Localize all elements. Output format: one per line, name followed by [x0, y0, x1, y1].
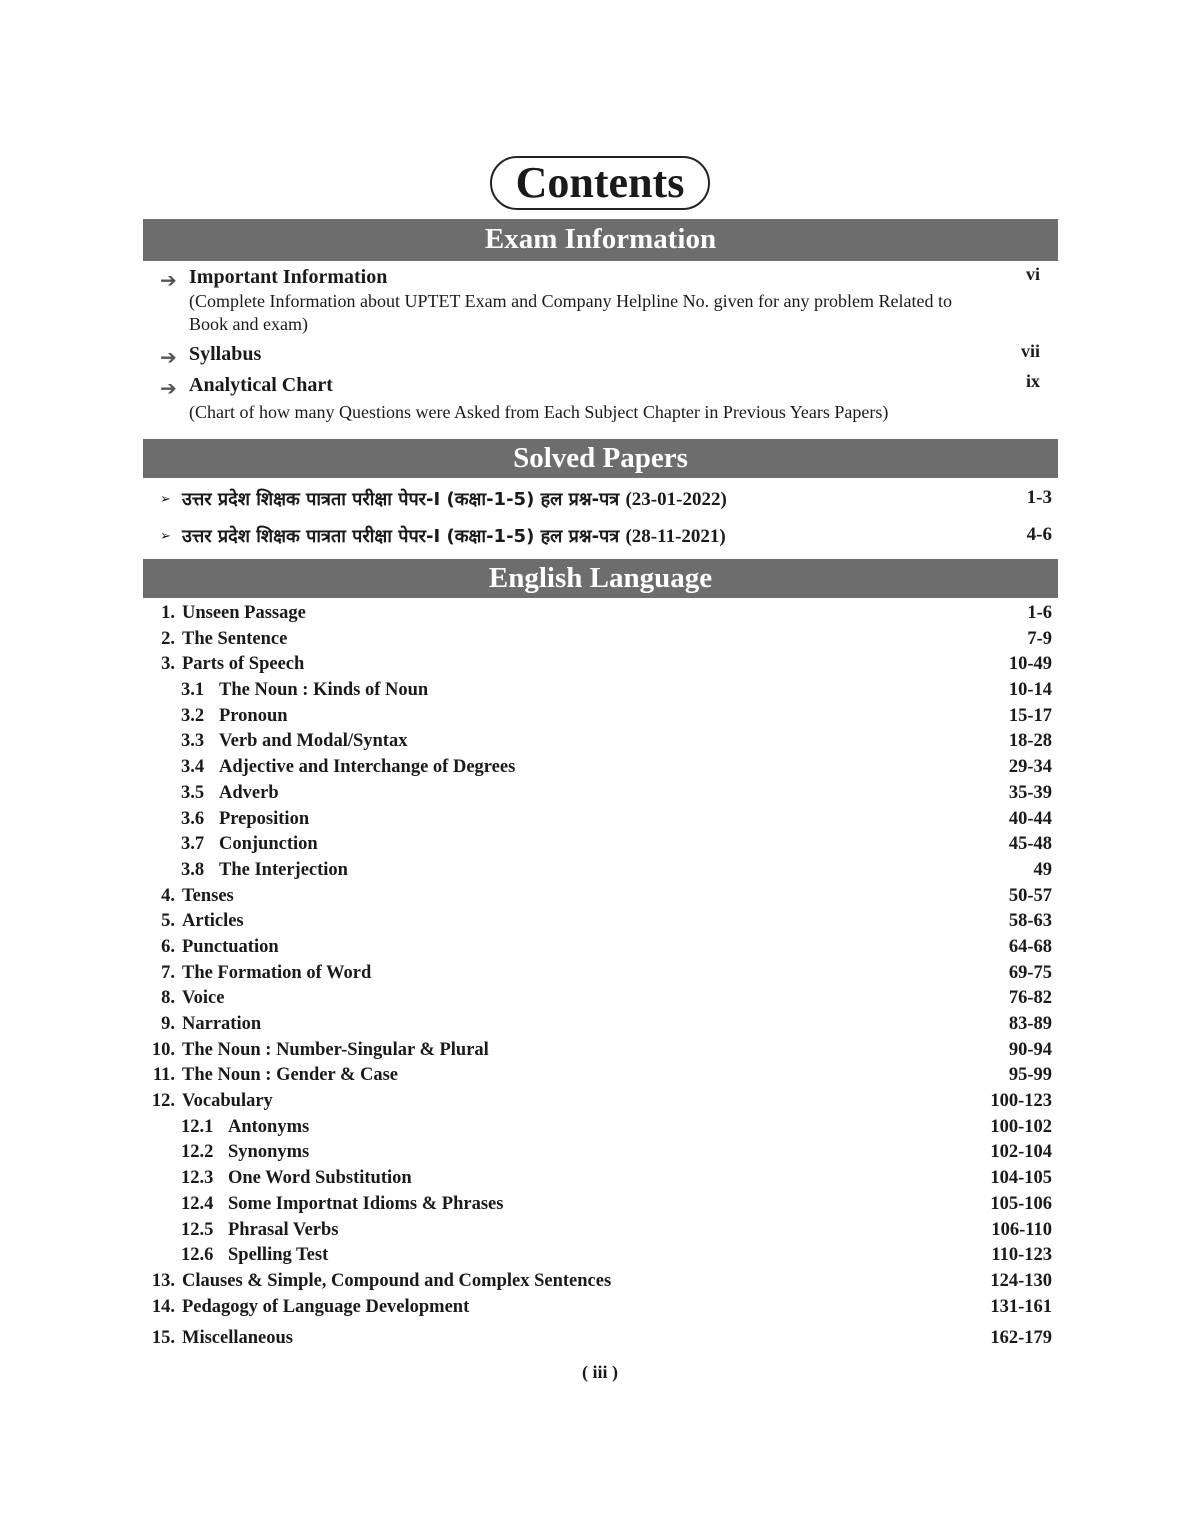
toc-number: 12.1: [181, 1116, 214, 1137]
toc-number: 13.: [151, 1270, 175, 1291]
toc-number: 8.: [161, 988, 175, 1009]
exam-info-page: vii: [1020, 341, 1040, 361]
toc-page: 49: [1033, 859, 1052, 880]
toc-label: Voice: [182, 988, 225, 1009]
toc-page: 69-75: [1008, 962, 1052, 983]
toc-number: 12.4: [181, 1193, 214, 1214]
toc-label: Pedagogy of Language Development: [182, 1296, 470, 1317]
toc-number: 11.: [152, 1065, 175, 1086]
solved-paper-row[interactable]: [160, 524, 1052, 554]
toc-row[interactable]: [143, 935, 1052, 961]
toc-label: Conjunction: [219, 834, 318, 855]
toc-row[interactable]: [143, 1166, 1052, 1192]
toc-number: 3.8: [181, 859, 205, 880]
toc-number: 14.: [151, 1296, 175, 1317]
triangle-bullet-icon: ➢: [160, 491, 171, 506]
exam-info-description: (Chart of how many Questions were Asked from Each Subject Chapter in Previous Years Papers): [189, 402, 889, 422]
toc-label: Some Importnat Idioms & Phrases: [228, 1193, 504, 1214]
toc-label: Preposition: [219, 808, 310, 829]
toc-label: Verb and Modal/Syntax: [219, 731, 408, 752]
toc-number: 9.: [161, 1014, 175, 1034]
toc-number: 6.: [161, 936, 175, 957]
toc-number: 1.: [161, 603, 175, 623]
toc-page: 106-110: [991, 1219, 1052, 1240]
toc-row[interactable]: [143, 1140, 1052, 1166]
english-toc-list: [143, 601, 1052, 1352]
toc-label: The Noun : Kinds of Noun: [219, 680, 429, 701]
arrow-icon: ➔: [160, 347, 177, 369]
solved-paper-page: 4-6: [1026, 524, 1052, 545]
toc-page: 100-123: [990, 1091, 1052, 1112]
toc-page: 40-44: [1008, 808, 1052, 829]
toc-page: 18-28: [1008, 731, 1052, 752]
toc-number: 5.: [161, 911, 175, 932]
toc-row[interactable]: [143, 755, 1052, 781]
toc-row[interactable]: [143, 1012, 1052, 1038]
toc-number: 2.: [161, 628, 175, 649]
toc-row[interactable]: [143, 729, 1052, 755]
toc-label: Antonyms: [228, 1116, 310, 1137]
toc-number: 15.: [151, 1328, 175, 1349]
toc-number: 12.2: [181, 1142, 214, 1163]
toc-row[interactable]: [143, 1192, 1052, 1218]
toc-number: 4.: [161, 885, 175, 906]
toc-label: Narration: [182, 1014, 262, 1034]
toc-row[interactable]: [143, 601, 1052, 627]
solved-paper-row[interactable]: [160, 487, 1052, 517]
toc-label: Miscellaneous: [182, 1328, 293, 1349]
toc-label: Synonyms: [228, 1142, 310, 1163]
page-number: ( iii ): [582, 1362, 618, 1382]
toc-row[interactable]: [143, 627, 1052, 653]
toc-page: 105-106: [990, 1193, 1052, 1214]
section-header-exam-information: Exam Information: [143, 219, 1058, 261]
toc-row[interactable]: [143, 909, 1052, 935]
toc-page: 83-89: [1008, 1014, 1052, 1034]
toc-page: 131-161: [990, 1296, 1052, 1317]
toc-number: 3.2: [181, 705, 205, 726]
exam-info-title[interactable]: Syllabus: [189, 343, 262, 365]
toc-page: 7-9: [1027, 628, 1052, 649]
exam-info-page: vi: [1025, 264, 1040, 284]
toc-label: Punctuation: [182, 936, 279, 957]
toc-number: 7.: [161, 962, 175, 983]
toc-row[interactable]: [143, 781, 1052, 807]
toc-number: 10.: [151, 1039, 175, 1060]
title-container: [0, 156, 1200, 210]
toc-row[interactable]: [143, 1295, 1052, 1321]
toc-label: The Formation of Word: [182, 962, 372, 983]
toc-label: Adverb: [219, 782, 279, 803]
toc-row[interactable]: [143, 1115, 1052, 1141]
toc-page: 100-102: [990, 1116, 1052, 1137]
toc-row[interactable]: [143, 986, 1052, 1012]
toc-page: 58-63: [1008, 911, 1052, 932]
toc-number: 3.3: [181, 731, 205, 752]
toc-label: The Noun : Gender & Case: [182, 1065, 399, 1086]
toc-row[interactable]: [143, 1269, 1052, 1295]
toc-label: Parts of Speech: [182, 654, 305, 675]
toc-page: 10-49: [1008, 654, 1052, 675]
toc-page: 64-68: [1008, 936, 1052, 957]
toc-number: 3.7: [181, 834, 205, 855]
toc-page: 29-34: [1008, 757, 1052, 778]
toc-row[interactable]: [143, 678, 1052, 704]
toc-number: 12.5: [181, 1219, 214, 1240]
solved-paper-title: उत्तर प्रदेश शिक्षक पात्रता परीक्षा पेपर-I (कक्षा-1-5) हल प्रश्न-पत्र (28-11-2021): [182, 526, 726, 547]
toc-row[interactable]: [143, 1243, 1052, 1269]
exam-info-description: (Complete Information about UPTET Exam and Company Helpline No. given for any problem Related to Book and exam): [189, 291, 952, 334]
section-header-solved-papers: Solved Papers: [143, 439, 1058, 478]
toc-label: Tenses: [182, 885, 234, 906]
toc-page: 102-104: [990, 1142, 1052, 1163]
toc-page: 10-14: [1008, 680, 1052, 701]
toc-row[interactable]: [143, 1326, 1052, 1352]
toc-label: Clauses & Simple, Compound and Complex Sentences: [182, 1270, 612, 1291]
toc-number: 3.4: [181, 757, 205, 778]
toc-label: Adjective and Interchange of Degrees: [219, 757, 516, 778]
toc-label: Pronoun: [219, 705, 288, 726]
toc-number: 12.3: [181, 1168, 214, 1189]
toc-row[interactable]: [143, 832, 1052, 858]
toc-row[interactable]: [143, 652, 1052, 678]
exam-info-page: ix: [1025, 371, 1040, 391]
toc-row[interactable]: [143, 1089, 1052, 1115]
toc-row[interactable]: [143, 704, 1052, 730]
toc-label: Spelling Test: [228, 1245, 329, 1266]
toc-page: 76-82: [1008, 988, 1052, 1009]
exam-info-title[interactable]: Analytical Chart: [189, 374, 333, 396]
exam-info-list: [160, 266, 1052, 426]
page-title: Contents: [490, 156, 711, 210]
toc-number: 12.: [151, 1091, 175, 1112]
toc-label: One Word Substitution: [228, 1168, 412, 1189]
toc-page: 110-123: [991, 1245, 1052, 1266]
toc-label: Unseen Passage: [182, 603, 306, 623]
toc-number: 3.6: [181, 808, 205, 829]
toc-label: The Interjection: [219, 859, 348, 880]
triangle-bullet-icon: ➢: [160, 528, 171, 543]
section-header-english-language: English Language: [143, 559, 1058, 598]
arrow-icon: ➔: [160, 378, 177, 400]
toc-page: 35-39: [1008, 782, 1052, 803]
toc-page: 162-179: [990, 1328, 1052, 1349]
toc-label: The Noun : Number-Singular & Plural: [182, 1039, 489, 1060]
solved-paper-page: 1-3: [1026, 487, 1052, 508]
toc-label: Phrasal Verbs: [228, 1219, 339, 1240]
toc-row[interactable]: [143, 1063, 1052, 1089]
toc-label: Vocabulary: [182, 1091, 273, 1112]
toc-number: 3.1: [181, 680, 205, 701]
toc-label: Articles: [182, 911, 244, 932]
toc-page: 45-48: [1008, 834, 1052, 855]
toc-label: The Sentence: [182, 628, 288, 649]
toc-page: 50-57: [1008, 885, 1052, 906]
toc-page: 1-6: [1027, 603, 1052, 623]
toc-page: 124-130: [990, 1270, 1052, 1291]
toc-row[interactable]: [143, 1218, 1052, 1244]
toc-page: 90-94: [1008, 1039, 1052, 1060]
toc-number: 3.: [161, 654, 175, 675]
toc-row[interactable]: [143, 961, 1052, 987]
solved-paper-title: उत्तर प्रदेश शिक्षक पात्रता परीक्षा पेपर-I (कक्षा-1-5) हल प्रश्न-पत्र (23-01-2022): [182, 489, 727, 510]
toc-number: 3.5: [181, 782, 205, 803]
exam-info-title[interactable]: Important Information: [189, 266, 388, 288]
toc-page: 95-99: [1008, 1065, 1052, 1086]
toc-row[interactable]: [143, 858, 1052, 884]
toc-row[interactable]: [143, 1038, 1052, 1064]
arrow-icon: ➔: [160, 270, 177, 292]
toc-row[interactable]: [143, 807, 1052, 833]
toc-number: 12.6: [181, 1245, 214, 1266]
toc-page: 15-17: [1008, 705, 1052, 726]
toc-page: 104-105: [990, 1168, 1052, 1189]
toc-row[interactable]: [143, 884, 1052, 910]
